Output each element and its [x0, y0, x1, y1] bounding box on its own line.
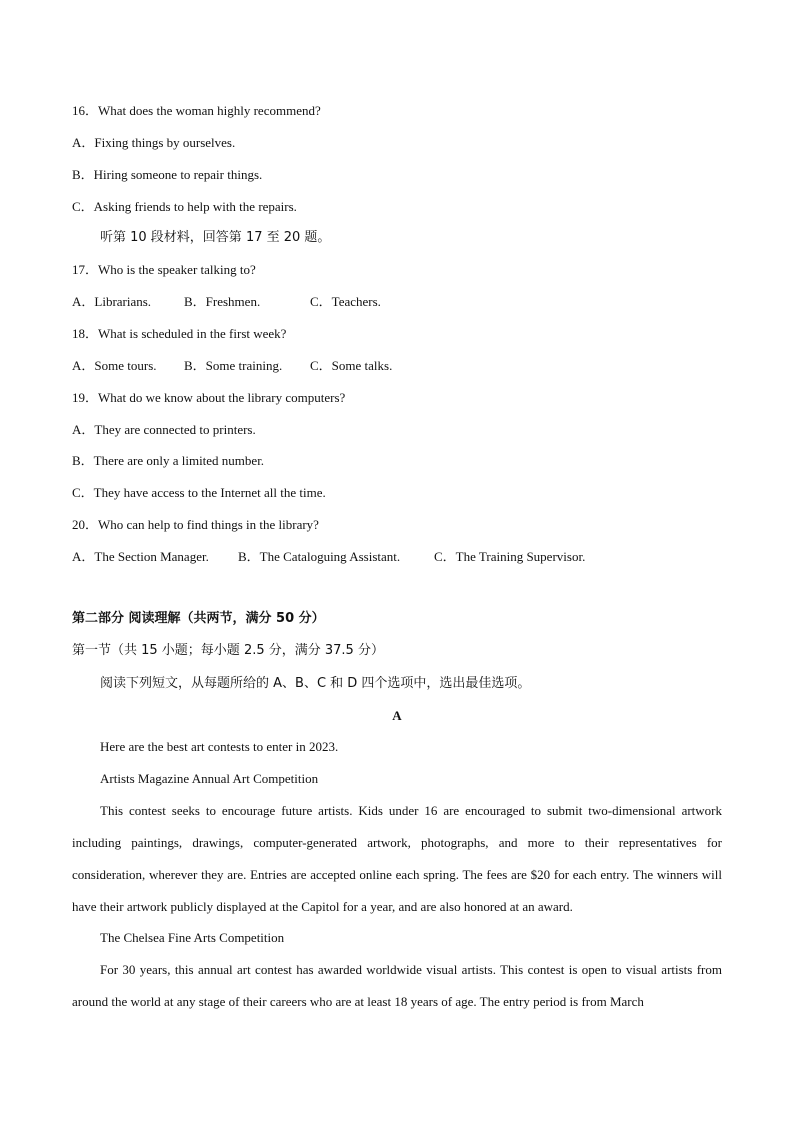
question-17-option-b: B．Freshmen. — [184, 294, 261, 309]
contest-paragraph-1: This contest seeks to encourage future artists. Kids under 16 are encouraged to submit two-dimensional artwork including paintings, drawings, computer-generated artwork, photographs, and more to their representatives for consideration, wherever they are. Entries are accepted online each spring. The fees are $20 for each entry. The winners will have their artwork publicly displayed at the Capitol for a year, and are also honored at an award. — [72, 803, 722, 914]
question-16-option-a: A．Fixing things by ourselves. — [72, 135, 236, 150]
question-19-option-a: A．They are connected to printers. — [72, 422, 256, 437]
question-16-option-b: B．Hiring someone to repair things. — [72, 167, 263, 182]
passage-intro: Here are the best art contests to enter in 2023. — [100, 739, 339, 754]
listening-instruction-10: 听第 10 段材料，回答第 17 至 20 题。 — [100, 230, 331, 245]
contest-paragraph-2: For 30 years, this annual art contest has awarded worldwide visual artists. This contest is open to visual artists from around the world at any stage of their careers who are at least 18 years of age. The entry period is from March — [72, 962, 722, 1009]
section-1-title: 第一节（共 15 小题；每小题 2.5 分，满分 37.5 分） — [72, 643, 384, 658]
part-2-title: 第二部分 阅读理解（共两节，满分 50 分） — [72, 611, 325, 626]
question-20-stem: 20．Who can help to find things in the library? — [72, 517, 319, 532]
question-18-stem: 18．What is scheduled in the first week? — [72, 326, 287, 341]
contest-heading-2: The Chelsea Fine Arts Competition — [100, 930, 285, 945]
reading-directions: 阅读下列短文，从每题所给的 A、B、C 和 D 四个选项中，选出最佳选项。 — [100, 676, 531, 691]
question-17-option-a: A．Librarians. — [72, 294, 152, 309]
question-18-option-a: A．Some tours. — [72, 358, 157, 373]
contest-heading-1: Artists Magazine Annual Art Competition — [100, 771, 319, 786]
question-20-option-c: C．The Training Supervisor. — [434, 549, 586, 564]
question-18-option-c: C．Some talks. — [310, 358, 393, 373]
question-19-stem: 19．What do we know about the library computers? — [72, 390, 346, 405]
question-17-options — [72, 294, 381, 310]
question-19-option-b: B．There are only a limited number. — [72, 453, 265, 468]
question-19-option-c: C．They have access to the Internet all the time. — [72, 485, 326, 500]
question-17-stem: 17．Who is the speaker talking to? — [72, 262, 256, 277]
question-16-stem: 16．What does the woman highly recommend? — [72, 103, 321, 118]
question-20-option-a: A．The Section Manager. — [72, 549, 209, 564]
question-17-option-c: C．Teachers. — [310, 294, 381, 309]
question-18-options — [72, 358, 392, 374]
question-16-option-c: C．Asking friends to help with the repairs. — [72, 199, 297, 214]
question-20-options — [72, 549, 585, 565]
question-20-option-b: B．The Cataloguing Assistant. — [238, 549, 401, 564]
question-18-option-b: B．Some training. — [184, 358, 283, 373]
passage-label: A — [392, 708, 402, 723]
